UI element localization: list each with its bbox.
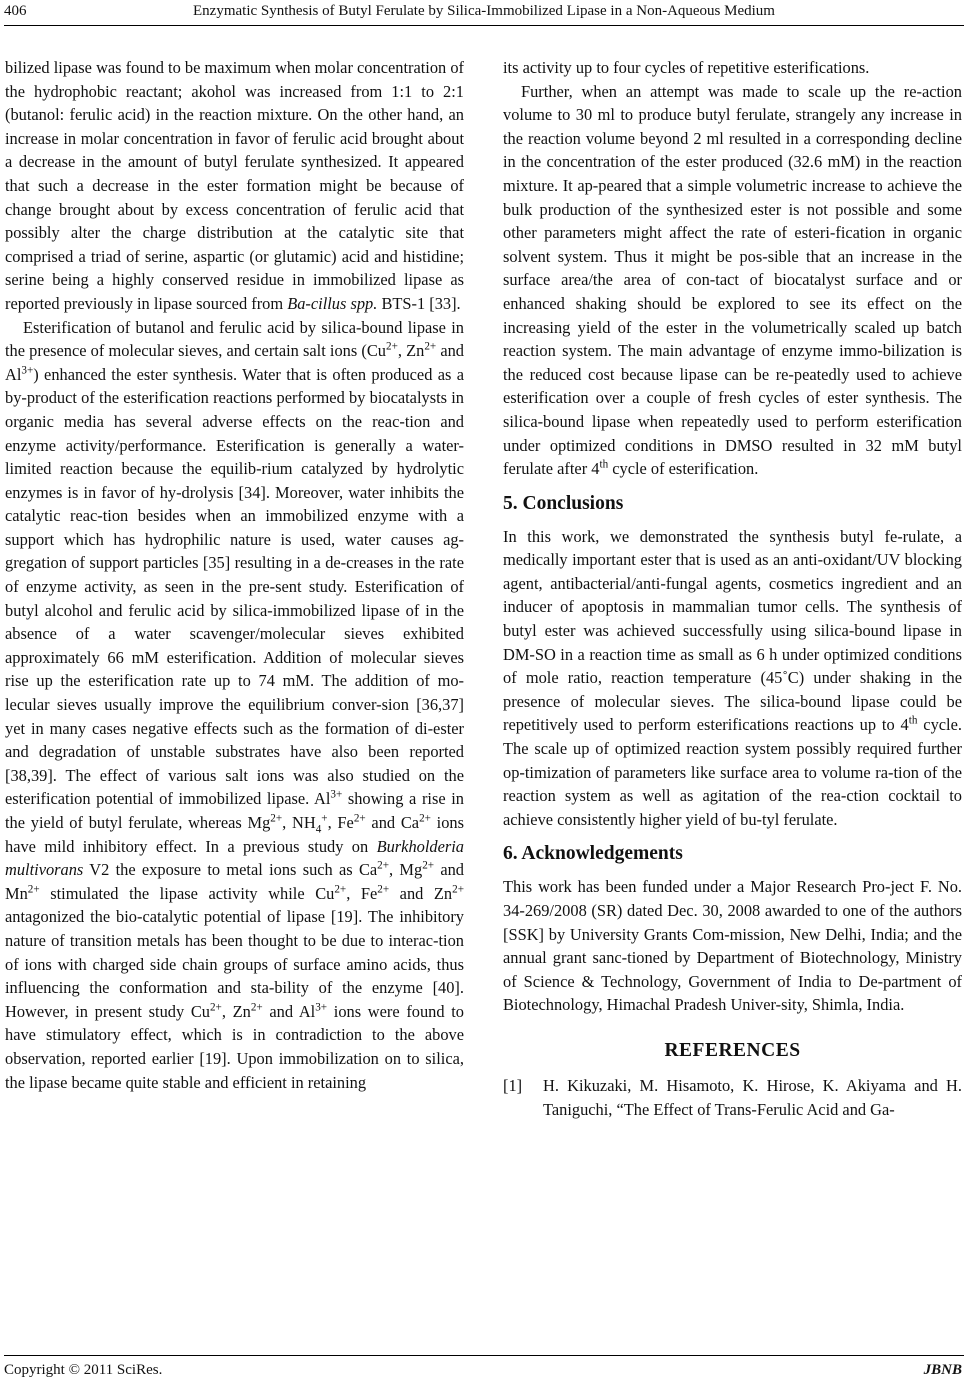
paragraph-conclusions: [503, 525, 962, 832]
text-run: ions have mild inhibitory effect. In a previous study on: [5, 813, 465, 856]
ion-charge: 2+: [27, 883, 40, 896]
text-run: , Mg: [389, 860, 423, 880]
reference-item: [503, 1074, 962, 1121]
reference-text: H. Kikuzaki, M. Hisamoto, K. Hirose, K. Akiyama and H. Taniguchi, “The Effect of Trans-Ferulic Acid and Ga-: [543, 1075, 962, 1119]
text-run: and Ca: [365, 813, 420, 832]
ion-charge: 2+: [377, 883, 390, 896]
ion-charge: 2+: [250, 1001, 263, 1014]
text-run: cycle of esterification.: [608, 459, 759, 479]
text-run: showing a rise in the yield of butyl ferulate, whereas Mg: [5, 789, 464, 832]
paragraph-esterification: [5, 316, 464, 1095]
ion-charge: 2+: [422, 859, 435, 872]
running-title: Enzymatic Synthesis of Butyl Ferulate by Silica-Immobilized Lipase in a Non-Aqueous Medium: [193, 3, 775, 19]
text-run: and Mn: [5, 860, 464, 903]
text-run: and Zn: [389, 883, 453, 903]
heading-conclusions: 5. Conclusions: [503, 492, 624, 514]
text-run: and Al: [5, 341, 465, 384]
text-run: ) enhanced the ester synthesis. Water that is often produced as a by-product of the esterification reactions performed by biocatalysts in organic media has several adverse effects on the reac-tion and enzyme activity/performance. Esterification is generally a water-limited reaction because the equilib-rium catalyzed by hydrolytic enzymes is in favor of hy-drolysis [34]. Moreover, water inhibits the catalytic reac-tion besides when an immobilized enzyme with a support which has hydrophilic nature is used, water causes ag-gregation of support particles [35] resulting in a de-creases in the rate of enzyme activity, as seen in the pre-sent study. Esterification of butyl alcohol and ferulic acid by silica-immobilized lipase of in the absence of a water scavenger/molecular sieves exhibited approximately 66 mM esterification. Addition of molecular sieves rise up the esterification rate up to 74 mM. The addition of mo-lecular sieves usually improve the equilibrium conver-sion [36,37] yet in many cases negative effects such as the formation of di-ester and degradation of unstable substrates have also been reported [38,39]. The effect of various salt ions was also studied on the esterification potential of immobilized lipase. Al: [5, 364, 464, 809]
text-run: ions were found to have stimulatory effect, which is in contradiction to the above observation, reported earlier [19]. Upon immobilization on to silica, the lipase became quite stable and efficient in retaining: [5, 1001, 464, 1092]
ion-charge: 2+: [452, 883, 464, 896]
page-number: 406: [4, 3, 27, 19]
ion-charge: 2+: [209, 1001, 222, 1014]
text-run: V2 the exposure to metal ions such as Ca: [83, 860, 378, 880]
subscript: 4: [315, 823, 322, 836]
heading-references: REFERENCES: [664, 1039, 801, 1061]
text-run: BTS-1 [33].: [377, 293, 461, 313]
footer-rule: [4, 1355, 964, 1356]
header-rule: [4, 25, 964, 26]
ion-charge: 3+: [315, 1001, 328, 1014]
paragraph-lipase-concentration: [5, 56, 464, 316]
right-column: [503, 56, 962, 1121]
ion-charge: 2+: [386, 340, 398, 353]
ion-charge: 2+: [270, 812, 283, 825]
ordinal-suffix: th: [908, 714, 918, 727]
ion-charge: 3+: [21, 364, 34, 377]
ion-charge: 3+: [330, 788, 343, 801]
ion-charge: 2+: [377, 859, 390, 872]
footer-journal: JBNB: [923, 1362, 962, 1378]
text-run: antagonized the bio-catalytic potential of lipase [19]. The inhibitory nature of transition metals has been thought to be due to interac-tion of ions with charged side chain groups of surface amino acids, thus influencing the conformation and sta-bility of the enzyme [40]. However, in present study Cu: [5, 907, 464, 1021]
ion-charge: 2+: [353, 812, 366, 825]
text-run: , Zn: [397, 341, 425, 361]
species-name: Burkholderia multivorans: [5, 836, 464, 880]
footer-copyright: Copyright © 2011 SciRes.: [4, 1362, 163, 1378]
ion-charge: +: [321, 812, 328, 825]
text-run: , Fe: [327, 813, 354, 832]
paragraph-scale-up: [503, 80, 962, 481]
species-name: Ba-cillus spp.: [287, 293, 378, 313]
left-column: [5, 56, 464, 1094]
text-run: and Al: [262, 1001, 316, 1021]
text-run: bilized lipase was found to be maximum when molar concentration of the hydrophobic reactant; akohol was increased from 1:1 to 2:1 (butanol: ferulic acid) in the reaction mixture. On the other hand, an increase in molar concentration in favor of ferulic acid brought about a decrease in the amount of butyl ferulate synthesized. It appeared that such a decrease in the ester formation might be because of change brought about by excess concentration of ferulic acid that possibly alter the charge distribution at the catalytic site that comprised a triad of serine, aspartic (or glutamic) acid and histidine; serine being a highly conserved residue in immobilized lipase as reported previously in lipase sourced from: [5, 58, 464, 313]
ordinal-suffix: th: [599, 458, 609, 471]
paragraph-acknowledgements: This work has been funded under a Major Research Pro-ject F. No. 34-269/2008 (SR) dated Dec. 30, 2008 awarded to one of the authors [SSK] by University Grants Com-mission, New Delhi, India; and the annual grant sanc-tioned by Department of Biotechnology, Ministry of Science & Technology, Government of India to De-partment of Biotechnology, Himachal Pradesh Univer-sity, Shimla, India.: [503, 877, 962, 1015]
text-run: stimulated the lipase activity while Cu: [39, 883, 335, 903]
text-run: , Zn: [221, 1001, 251, 1021]
reference-number: [1]: [503, 1075, 523, 1095]
ion-charge: 2+: [419, 812, 431, 825]
page-header: [0, 0, 968, 30]
paragraph-repetitive: its activity up to four cycles of repetitive esterifications.: [503, 58, 870, 77]
text-run: , NH: [282, 813, 316, 832]
ion-charge: 2+: [334, 883, 347, 896]
text-run: Esterification of butanol and ferulic acid by silica-bound lipase in the presence of molecular sieves, and certain salt ions (Cu: [5, 317, 464, 361]
heading-acknowledgements: 6. Acknowledgements: [503, 843, 683, 865]
ion-charge: 2+: [424, 340, 437, 353]
text-run: , Fe: [346, 883, 378, 903]
text-run: Further, when an attempt was made to scale up the re-action volume to 30 ml to produce butyl ferulate, strangely any increase in the reaction volume beyond 2 ml resulted in a corresponding decline in the concentration of the ester produced (32.6 mM) in the reaction mixture. It ap-peared that a simple volumetric increase to achieve the bulk production of the synthesized ester is not possible and some other parameters might affect the rate of esteri-fication in organic solvent system. Thus it might be pos-sible that an increase in the surface area/the area of con-tact of biocatalyst surface and or enhanced shaking should be explored to see its effect on the increasing yield of the ester in the volumetrically scaled up batch reaction system. The main advantage of enzyme immo-bilization is the reduced cost because lipase can be re-peatedly used to achieve esterification over a couple of fresh cycles of ester synthesis. The silica-bound lipase when repeatedly used to perform esterification under optimized conditions in DMSO resulted in 32 mM butyl ferulate after 4: [503, 81, 962, 479]
text-run: In this work, we demonstrated the synthesis butyl fe-rulate, a medically important ester that is used as an anti-oxidant/UV blocking agent, antibacterial/anti-fungal agents, cosmetics ingredient and an inducer of apoptosis in mammalian tumor cells. The synthesis of butyl ester was achieved successfully using silica-bound lipase in DM-SO in a reaction time as small as 6 h under optimized conditions of mole ratio, reaction temperature (45˚C) under shaking in the presence of molecular sieves. The silica-bound lipase could be repetitively used to perform esterifications reactions up to 4: [503, 526, 962, 735]
text-run: cycle. The scale up of optimized reaction system possibly required further op-timization of parameters like surface area to volume ra-tion of the reaction system as well as agitation of the rea-ction cocktail to achieve consistently higher yield of bu-tyl ferulate.: [503, 715, 962, 829]
